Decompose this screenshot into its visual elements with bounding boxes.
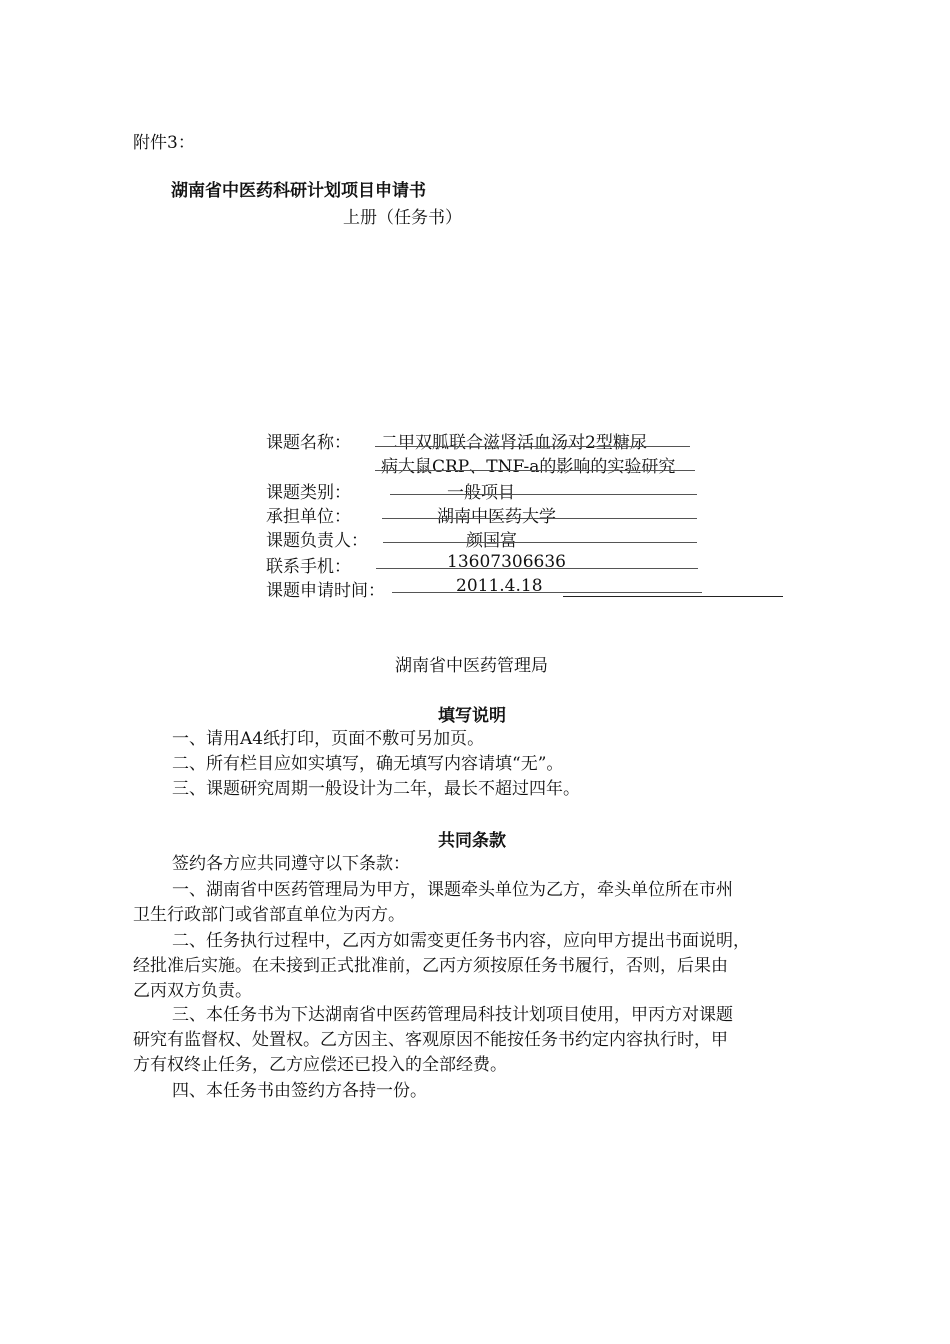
instruction-item: 三、课题研究周期一般设计为二年，最长不超过四年。 [172,779,580,799]
unit-label: 承担单位： [266,507,351,527]
phone-underline [376,568,698,569]
topic-name-value-line2: 病大鼠CRP、TNF-a的影响的实验研究 [381,457,676,477]
category-value: 一般项目 [447,483,515,503]
document-title: 湖南省中医药科研计划项目申请书 [171,181,426,201]
topic-name-underline-1 [375,446,690,447]
category-underline [390,494,697,495]
term-1-line: 卫生行政部门或省部直单位为丙方。 [133,905,405,925]
issuing-agency: 湖南省中医药管理局 [395,656,548,676]
term-3-line: 三、本任务书为下达湖南省中医药管理局科技计划项目使用，甲丙方对课题 [172,1005,733,1025]
document-subtitle: 上册（任务书） [343,208,462,228]
phone-label: 联系手机： [266,557,351,577]
topic-name-value-line1: 二甲双胍联合滋肾活血汤对2型糖尿 [381,433,647,453]
instruction-item: 一、请用A4纸打印，页面不敷可另加页。 [172,729,485,749]
date-value: 2011.4.18 [456,576,543,596]
attachment-label: 附件3： [133,133,195,153]
date-underline-extension [563,596,783,597]
instructions-heading: 填写说明 [438,706,506,726]
term-2-line: 乙丙双方负责。 [133,981,252,1001]
topic-name-label: 课题名称： [266,433,351,453]
date-underline [392,592,702,593]
term-2-line: 二、任务执行过程中，乙丙方如需变更任务书内容，应向甲方提出书面说明， [172,931,750,951]
term-3-line: 研究有监督权、处置权。乙方因主、客观原因不能按任务书约定内容执行时，甲 [133,1030,728,1050]
term-3-line: 方有权终止任务，乙方应偿还已投入的全部经费。 [133,1055,507,1075]
phone-value: 13607306636 [447,552,566,572]
category-label: 课题类别： [266,483,351,503]
unit-underline [382,518,697,519]
terms-heading: 共同条款 [438,831,506,851]
instruction-item: 二、所有栏目应如实填写，确无填写内容请填“无”。 [172,754,564,774]
date-label: 课题申请时间： [266,581,385,601]
terms-intro: 签约各方应共同遵守以下条款： [172,854,410,874]
topic-name-underline-2 [375,470,695,471]
term-1-line: 一、湖南省中医药管理局为甲方，课题牵头单位为乙方，牵头单位所在市州 [172,880,733,900]
leader-underline [383,542,697,543]
term-2-line: 经批准后实施。在未接到正式批准前，乙丙方须按原任务书履行，否则，后果由 [133,956,728,976]
unit-value: 湖南中医药大学 [437,507,556,527]
leader-label: 课题负责人： [266,531,368,551]
term-4-line: 四、本任务书由签约方各持一份。 [172,1081,427,1101]
leader-value: 颜国富 [466,531,517,551]
